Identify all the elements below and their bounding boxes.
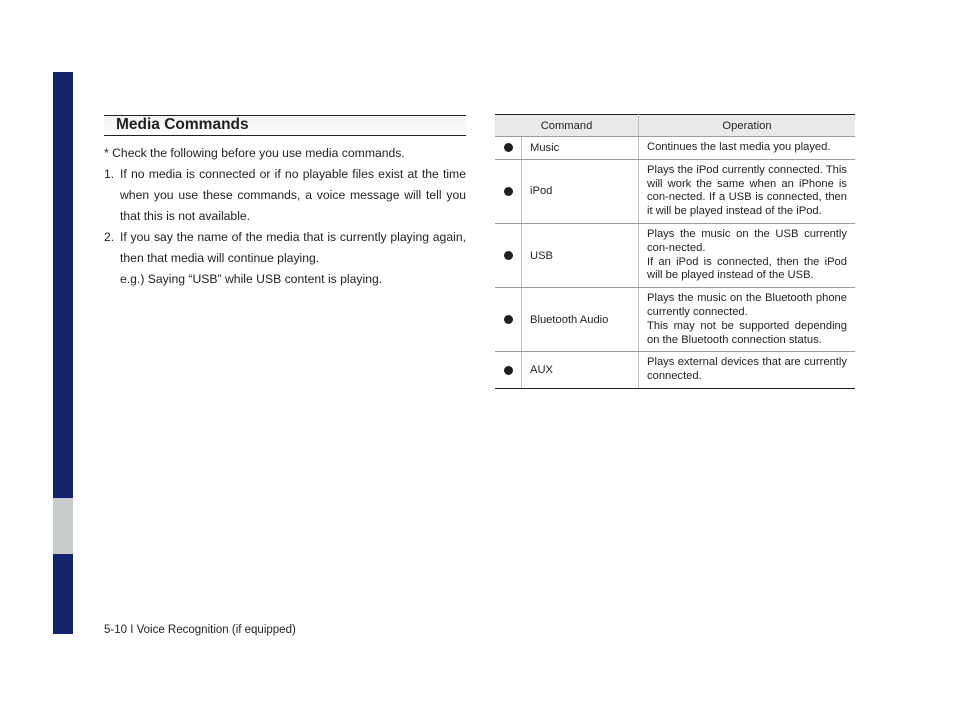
list-item	[104, 227, 466, 290]
header-operation: Operation	[639, 115, 856, 137]
bullet-icon	[504, 143, 513, 152]
operation-text	[639, 352, 856, 389]
operation-line: Plays the music on the USB currently con-nected.	[647, 227, 847, 254]
bullet-icon	[504, 251, 513, 260]
operation-line: If an iPod is connected, then the iPod will be played instead of the USB.	[647, 255, 847, 282]
operation-text	[639, 223, 856, 287]
command-name: AUX	[522, 352, 639, 389]
bullet-icon	[504, 187, 513, 196]
table-row	[495, 288, 855, 352]
list-item	[104, 164, 466, 227]
section-title: Media Commands	[116, 116, 249, 133]
command-table	[495, 114, 855, 389]
command-name: iPod	[522, 159, 639, 223]
item-example: e.g.) Saying “USB” while USB content is playing.	[120, 272, 383, 286]
operation-line: Plays the iPod currently connected. This will work the same when an iPhone is con-nected. If a USB is connected, then it will be played instead of the iPod.	[647, 163, 847, 218]
section-header	[104, 115, 466, 136]
operation-line: This may not be supported depending on the Bluetooth connection status.	[647, 319, 847, 346]
bullet-icon	[504, 366, 513, 375]
page-footer: 5-10 I Voice Recognition (if equipped)	[104, 624, 296, 636]
operation-line: Continues the last media you played.	[647, 141, 831, 153]
operation-line: Plays the music on the Bluetooth phone currently connected.	[647, 292, 847, 318]
operation-line: Plays external devices that are currently connected.	[647, 356, 847, 383]
table-row	[495, 352, 855, 389]
chapter-tab-current	[53, 498, 73, 554]
bullet-icon	[504, 315, 513, 324]
note-text: * Check the following before you use media commands.	[104, 146, 405, 160]
operation-text	[639, 159, 856, 223]
operation-text	[639, 137, 856, 160]
instruction-list	[104, 164, 466, 290]
operation-text	[639, 288, 856, 352]
command-name: Music	[522, 137, 639, 160]
command-name: USB	[522, 223, 639, 287]
table-row	[495, 223, 855, 287]
chapter-tab-top	[53, 72, 73, 498]
table-header-row	[495, 115, 855, 137]
command-name: Bluetooth Audio	[522, 288, 639, 352]
item-number: 1.	[104, 167, 115, 181]
item-text: If no media is connected or if no playable files exist at the time when you use these commands, a voice message will tell you that this is not available.	[120, 167, 466, 223]
item-number: 2.	[104, 230, 115, 244]
item-text: If you say the name of the media that is currently playing again, then that media will continue playing.	[120, 230, 466, 265]
table-row	[495, 159, 855, 223]
chapter-tab-bottom	[53, 554, 73, 634]
media-commands-section	[104, 115, 466, 290]
header-command: Command	[495, 115, 639, 137]
table-row	[495, 137, 855, 160]
